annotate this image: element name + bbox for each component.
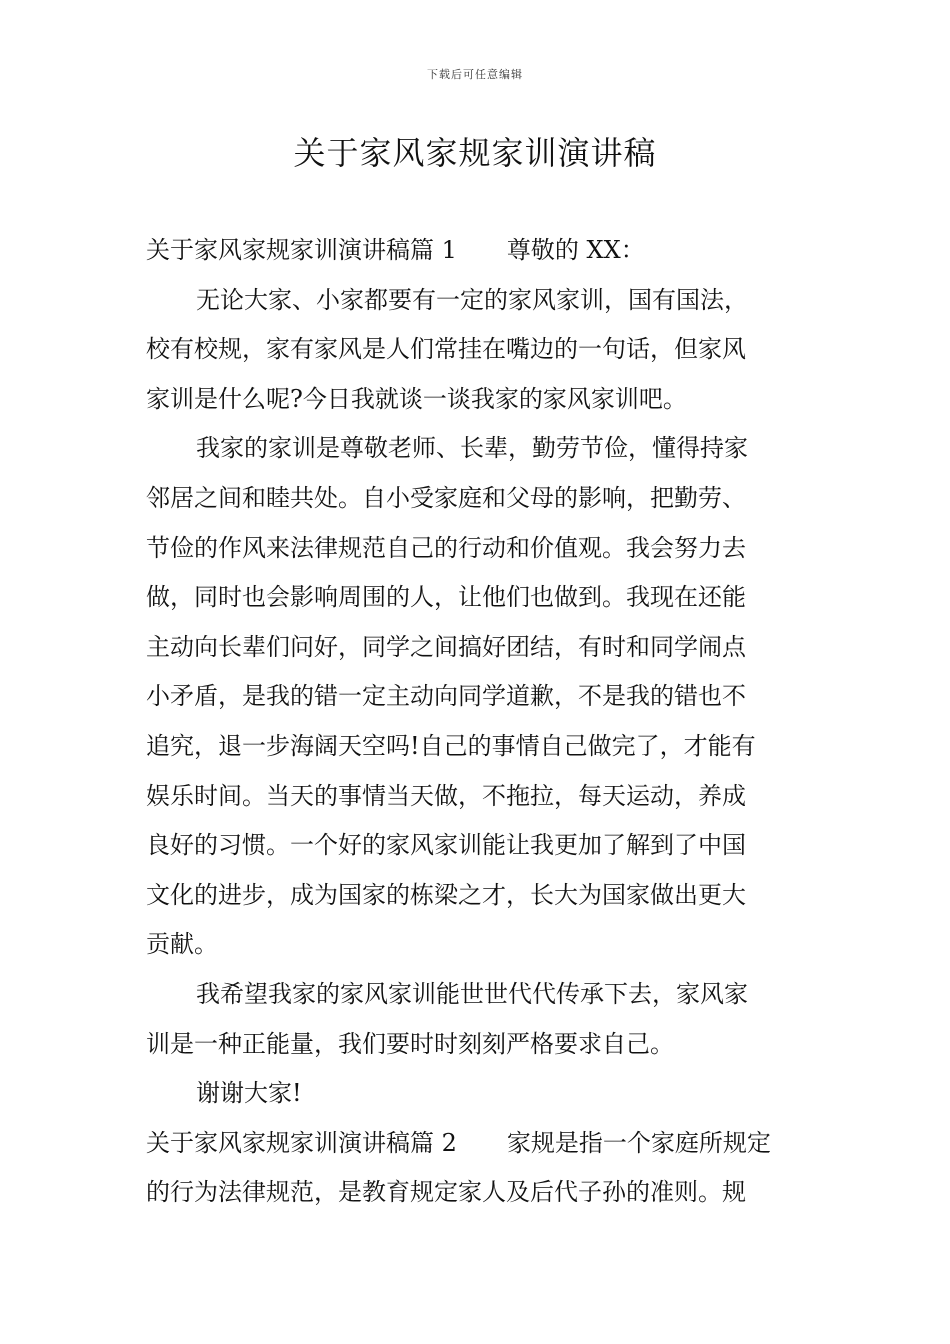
paragraph-line: 节俭的作风来法律规范自己的行动和价值观。我会努力去 bbox=[146, 533, 746, 562]
paragraph-line: 训是一种正能量，我们要时时刻刻严格要求自己。 bbox=[146, 1029, 674, 1058]
section2-heading: 关于家风家规家训演讲稿篇 2 bbox=[146, 1128, 457, 1157]
paragraph-line: 我家的家训是尊敬老师、长辈，勤劳节俭，懂得持家 bbox=[196, 434, 748, 463]
paragraph-line: 我希望我家的家风家训能世世代代传承下去，家风家 bbox=[196, 979, 748, 1008]
paragraph-line: 的行为法律规范，是教育规定家人及后代子孙的准则。规 bbox=[146, 1178, 746, 1207]
paragraph-line: 娱乐时间。当天的事情当天做，不拖拉，每天运动，养成 bbox=[146, 781, 746, 810]
paragraph-line: 无论大家、小家都要有一定的家风家训，国有国法， bbox=[196, 285, 748, 314]
paragraph-line: 家训是什么呢?今日我就谈一谈我家的家风家训吧。 bbox=[146, 384, 687, 413]
closing-line: 谢谢大家! bbox=[196, 1079, 302, 1108]
paragraph-line: 小矛盾，是我的错一定主动向同学道歉，不是我的错也不 bbox=[146, 682, 746, 711]
section1-heading: 关于家风家规家训演讲稿篇 1 bbox=[146, 236, 457, 264]
paragraph-line: 贡献。 bbox=[146, 930, 218, 959]
paragraph-line: 邻居之间和睦共处。自小受家庭和父母的影响，把勤劳、 bbox=[146, 483, 746, 512]
document-title: 关于家风家规家训演讲稿 bbox=[293, 134, 657, 172]
paragraph-line: 做，同时也会影响周围的人，让他们也做到。我现在还能 bbox=[146, 583, 746, 612]
section1-heading-line bbox=[146, 226, 810, 276]
section2-heading-line bbox=[146, 1119, 810, 1169]
salutation: 尊敬的 XX： bbox=[506, 236, 645, 264]
paragraph-line: 文化的进步，成为国家的栋梁之才，长大为国家做出更大 bbox=[146, 880, 746, 909]
paragraph-line: 良好的习惯。一个好的家风家训能让我更加了解到了中国 bbox=[146, 831, 746, 860]
document-body bbox=[146, 226, 810, 1218]
section2-first-line: 家规是指一个家庭所规定 bbox=[506, 1128, 771, 1157]
paragraph-line: 追究，退一步海阔天空吗!自己的事情自己做完了，才能有 bbox=[146, 731, 756, 760]
paragraph-line: 主动向长辈们问好，同学之间搞好团结，有时和同学闹点 bbox=[146, 632, 746, 661]
paragraph-line: 校有校规，家有家风是人们常挂在嘴边的一句话，但家风 bbox=[146, 335, 746, 364]
header-note: 下载后可任意编辑 bbox=[427, 68, 523, 81]
